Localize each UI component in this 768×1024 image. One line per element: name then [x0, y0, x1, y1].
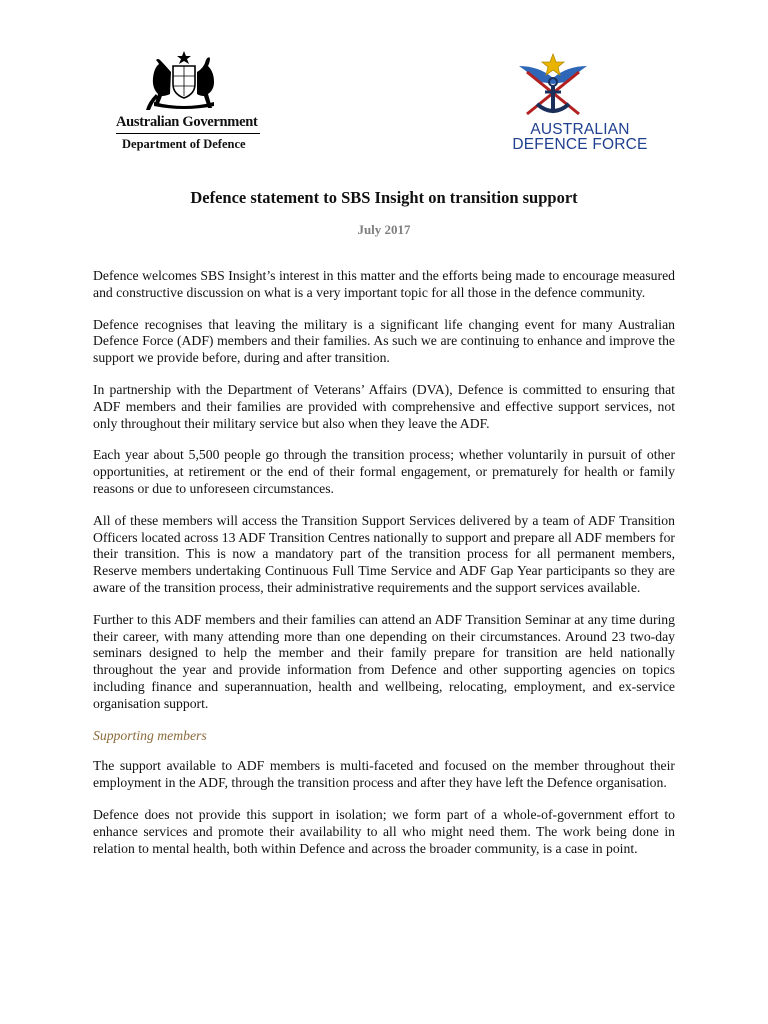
paragraph: The support available to ADF members is multi-faceted and focused on the member throughout their employment in the ADF, through the transition process and after they have left the Defence organisation. — [93, 758, 675, 791]
document-body — [93, 268, 675, 872]
adf-logo — [505, 52, 655, 162]
paragraph: In partnership with the Department of Veterans’ Affairs (DVA), Defence is committed to ensuring that ADF members and their families are provided with comprehensive and effective support services, not only throughout their military service but also when they leave the ADF. — [93, 381, 675, 431]
paragraph: Each year about 5,500 people go through the transition process; whether voluntarily in pursuit of other opportunities, at retirement or the end of their formal engagement, or prematurely for health or family reasons or due to unforeseen circumstances. — [93, 447, 675, 496]
coat-of-arms-icon — [144, 50, 224, 112]
header-divider — [116, 133, 260, 134]
department-name: Department of Defence — [122, 137, 246, 151]
australian-government-logo — [112, 50, 262, 160]
government-name: Australian Government — [116, 114, 258, 130]
paragraph: Defence does not provide this support in isolation; we form part of a whole-of-government effort to enhance services and promote their availability to all who might need them. The work being done in relation to mental health, both within Defence and across the broader community, is a case in point. — [93, 806, 675, 856]
document-date: July 2017 — [357, 222, 411, 237]
adf-emblem-icon — [513, 52, 593, 122]
paragraph: Defence welcomes SBS Insight’s interest in this matter and the efforts being made to encourage measured and constructive discussion on what is a very important topic for all those in the defence community. — [93, 268, 675, 300]
document-title: Defence statement to SBS Insight on transition support — [190, 188, 578, 207]
section-heading: Supporting members — [93, 727, 207, 743]
adf-wordmark-line-2: DEFENCE FORCE — [512, 136, 648, 153]
paragraph: All of these members will access the Transition Support Services delivered by a team of ADF Transition Officers located across 13 ADF Transition Centres nationally to support and prepare all ADF members for their transition. This is now a mandatory part of the transition process for all permanent members, Reserve members undertaking Continuous Full Time Service and ADF Gap Year participants so they are aware of the transition process, their administrative requirements and the support services available. — [93, 512, 675, 595]
adf-wordmark-line-1: AUSTRALIAN — [530, 121, 630, 138]
adf-wordmark — [505, 122, 655, 152]
paragraph: Defence recognises that leaving the military is a significant life changing event for many Australian Defence Force (ADF) members and their families. As such we are continuing to enhance and improve the support we provide before, during and after transition. — [93, 316, 675, 366]
paragraph: Further to this ADF members and their families can attend an ADF Transition Seminar at any time during their career, with many attending more than one depending on their circumstances. Around 23 two-day seminars designed to help the member and their family prepare for transition are held nationally throughout the year and provide information from Defence and other supporting agencies on topics including finance and superannuation, health and wellbeing, relocating, employment, and ex-service organisation support. — [93, 611, 675, 711]
